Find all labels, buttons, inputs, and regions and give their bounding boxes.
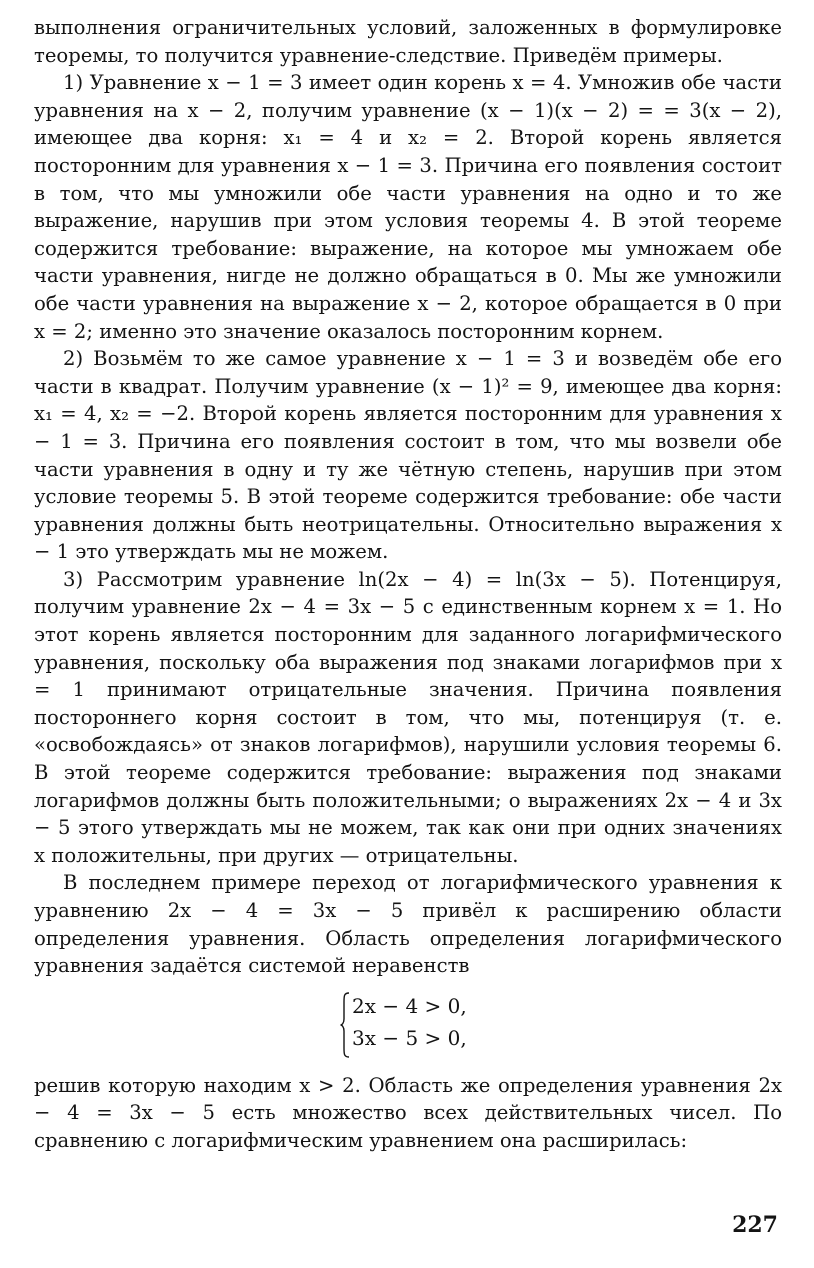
paragraph-example-2: 2) Возьмём то же самое уравнение x − 1 = 3 и возведём обе его части в квадрат. Получим уравнение (x − 1)² = 9, имеющее два корня: x₁ = 4, x₂ = −2. Второй корень является посторонним для уравнения x − 1 = 3. Причина его появления состоит в том, что мы возвели обе части уравнения в одну и ту же чётную степень, нарушив при этом условие теоремы 5. В этой теореме содержится требование: обе части уравнения должны быть неотрицательны. Относительно выражения x − 1 это утверждать мы не можем. bbox=[34, 347, 782, 564]
paragraph-example-1: 1) Уравнение x − 1 = 3 имеет один корень x = 4. Умножив обе части уравнения на x − 2, получим уравнение (x − 1)(x − 2) = = 3(x − 2), имеющее два корня: x₁ = 4 и x₂ = 2. Второй корень является посторонним для уравнения x − 1 = 3. Причина его появления состоит в том, что мы умножили обе части уравнения на одно и то же выражение, нарушив при этом условия теоремы 4. В этой теореме содержится требование: выражение, на которое мы умножаем обе части уравнения, нигде не должно обращаться в 0. Мы же умножили обе части уравнения на выражение x − 2, которое обращается в 0 при x = 2; именно это значение оказалось посторонним корнем. bbox=[34, 71, 782, 343]
page-body bbox=[34, 14, 782, 1155]
inequality-system bbox=[340, 990, 782, 1066]
paragraph-intro: выполнения ограничительных условий, заложенных в формулировке теоремы, то получится уравнение-следствие. Приведём примеры. bbox=[34, 16, 782, 67]
inequality-line-1: 2x − 4 > 0, bbox=[352, 993, 467, 1018]
paragraph-domain-expansion: В последнем примере переход от логарифмического уравнения к уравнению 2x − 4 = 3x − 5 привёл к расширению области определения уравнения. Область определения логарифмического уравнения задаётся системой неравенств bbox=[34, 871, 782, 978]
paragraph-example-3: 3) Рассмотрим уравнение ln(2x − 4) = ln(3x − 5). Потенцируя, получим уравнение 2x − 4 = 3x − 5 с единственным корнем x = 1. Но этот корень является посторонним для заданного логарифмического уравнения, поскольку оба выражения под знаками логарифмов при x = 1 принимают отрицательные значения. Причина появления постороннего корня состоит в том, что мы, потенцируя (т. е. «освобождаясь» от знаков логарифмов), нарушили условия теоремы 6. В этой теореме содержится требование: выражения под знаками логарифмов должны быть положительными; о выражениях 2x − 4 и 3x − 5 этого утверждать мы не можем, так как они при одних значениях x положительны, при других — отрицательны. bbox=[34, 567, 782, 867]
page-number: 227 bbox=[732, 1212, 778, 1238]
paragraph-conclusion: решив которую находим x > 2. Область же определения уравнения 2x − 4 = 3x − 5 есть множество всех действительных чисел. По сравнению с логарифмическим уравнением она расширилась: bbox=[34, 1073, 782, 1152]
left-brace-icon bbox=[340, 992, 350, 1058]
inequality-line-2: 3x − 5 > 0, bbox=[352, 1025, 467, 1050]
